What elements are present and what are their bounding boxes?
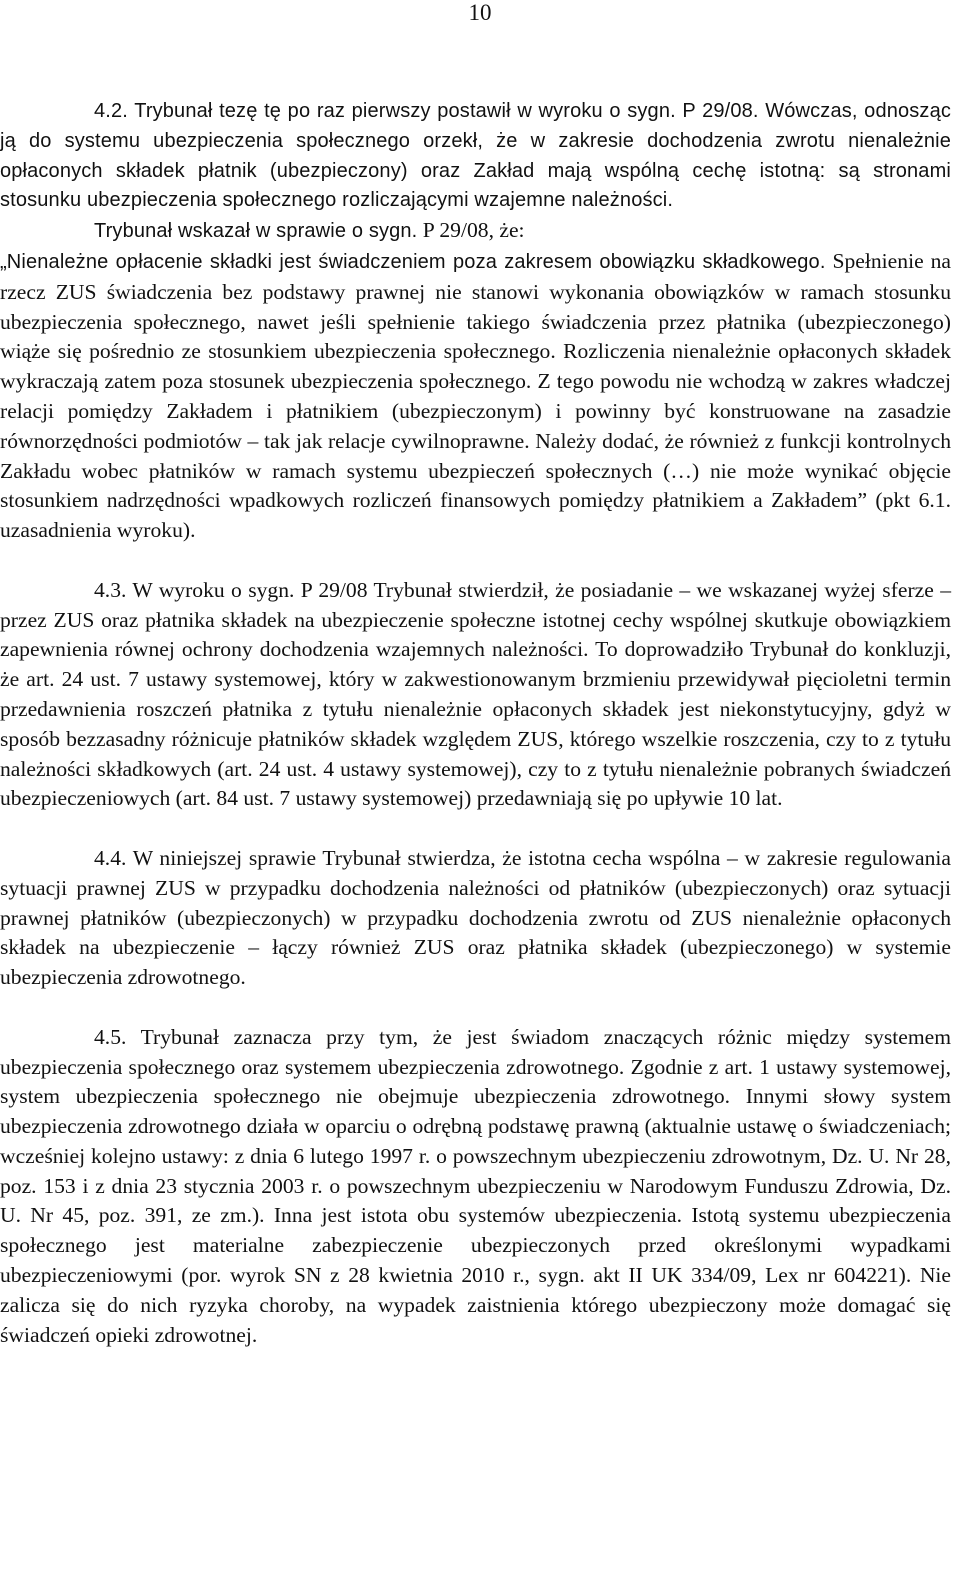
paragraph-4-2-intro-ref: P 29/08, że: — [417, 218, 525, 243]
quotation-first-sentence: „Nienależne opłacenie składki jest świadczeniem poza zakresem obowiązku składkowego. — [0, 250, 826, 273]
paragraph-4-2-intro-text: Trybunał wskazał w sprawie o sygn. — [94, 220, 418, 243]
paragraph-gap — [0, 814, 951, 844]
page-number: 10 — [468, 0, 492, 25]
quotation-block — [0, 247, 951, 546]
paragraph-4-3: 4.3. W wyroku o sygn. P 29/08 Trybunał stwierdził, że posiadanie – we wskazanej wyżej sferze – przez ZUS oraz płatnika składek na ubezpieczenie społeczne istotnej cechy wspólnej skutkuje obowiązkiem zapewnienia równej ochrony dochodzenia wzajemnych należności. To doprowadziło Trybunał do konkluzji, że art. 24 ust. 7 ustawy systemowej, który w zakwestionowanym brzmieniu przewidywał pięcioletni termin przedawnienia roszczeń płatnika z tytułu nienależnie opłaconych składek jest niekonstytucyjny, gdyż w sposób bezzasadny różnicuje płatników składek względem ZUS, którego wszelkie roszczenia, czy to z tytułu należności składkowych (art. 24 ust. 4 ustawy systemowej), czy to z tytułu nienależnie pobranych świadczeń ubezpieczeniowych (art. 84 ust. 7 ustawy systemowej) przedawniają się po upływie 10 lat. — [0, 577, 951, 811]
quotation-continuation: Spełnienie na rzecz ZUS świadczenia bez podstawy prawnej nie stanowi wykonania obowiązków w ramach stosunku ubezpieczenia społecznego, nawet jeśli spełnienie takiego świadczenia przez płatnika (ubezpieczonego) wiąże się pośrednio ze stosunkiem ubezpieczenia społecznego. Rozliczenia nienależnie opłaconych składek wykraczają zatem poza stosunek ubezpieczenia społecznego. Z tego powodu nie wchodzą w zakres władczej relacji pomiędzy Zakładem i płatnikiem (ubezpieczonym) i powinny być konstruowane na zasadzie równorzędności podmiotów – tak jak relacje cywilnoprawne. Należy dodać, że również z funkcji kontrolnych Zakładu wobec płatników w ramach systemu ubezpieczeń społecznych (…) nie może wynikać objęcie stosunkiem nadrzędności wpadkowych rozliczeń finansowych pomiędzy płatnikiem a Zakładem” (pkt 6.1. uzasadnienia wyroku). — [0, 248, 951, 543]
paragraph-gap — [0, 993, 951, 1023]
paragraph-4-4: 4.4. W niniejszej sprawie Trybunał stwierdza, że istotna cecha wspólna – w zakresie regulowania sytuacji prawnej ZUS w przypadku dochodzenia należności od płatników (ubezpieczonych) oraz sytuacji prawnej płatników (ubezpieczonych) w przypadku dochodzenia zwrotu od ZUS nienależnie opłaconych składek na ubezpieczenie – łączy również ZUS oraz płatnika składek (ubezpieczonego) w systemie ubezpieczenia zdrowotnego. — [0, 845, 951, 990]
paragraph-4-2-text: 4.2. Trybunał tezę tę po raz pierwszy postawił w wyroku o sygn. P 29/08. Wówczas, odnosząc ją do systemu ubezpieczenia społecznego orzekł, że w zakresie dochodzenia zwrotu nienależnie opłaconych składek płatnik (ubezpieczony) oraz Zakład mają wspólną cechę istotną: są stronami stosunku ubezpieczenia społecznego rozliczającymi wzajemne należności. — [0, 100, 951, 212]
paragraph-4-2 — [0, 97, 951, 216]
paragraph-4-5: 4.5. Trybunał zaznacza przy tym, że jest świadom znaczących różnic między systemem ubezpieczenia społecznego oraz systemem ubezpieczenia zdrowotnego. Zgodnie z art. 1 ustawy systemowej, system ubezpieczenia społecznego nie obejmuje ubezpieczenia zdrowotnego. Innymi słowy system ubezpieczenia zdrowotnego działa w oparciu o odrębną podstawę prawną (aktualnie ustawę o świadczeniach; wcześniej kolejno ustawy: z dnia 6 lutego 1997 r. o powszechnym ubezpieczeniu zdrowotnym, Dz. U. Nr 28, poz. 153 i z dnia 23 stycznia 2003 r. o powszechnym ubezpieczeniu w Narodowym Funduszu Zdrowia, Dz. U. Nr 45, poz. 391, ze zm.). Inna jest istota obu systemów ubezpieczenia. Istotą systemu ubezpieczenia społecznego jest materialne zabezpieczenie ubezpieczonych przed określonymi wypadkami ubezpieczeniowymi (por. wyrok SN z 28 kwietnia 2010 r., sygn. akt II UK 334/09, Lex nr 604221). Nie zalicza się do nich ryzyka choroby, na wypadek zaistnienia którego ubezpieczony może domagać się świadczeń opieki zdrowotnej. — [0, 1024, 951, 1347]
document-body — [0, 97, 951, 1350]
paragraph-4-2-intro — [0, 216, 951, 247]
paragraph-gap — [0, 546, 951, 576]
